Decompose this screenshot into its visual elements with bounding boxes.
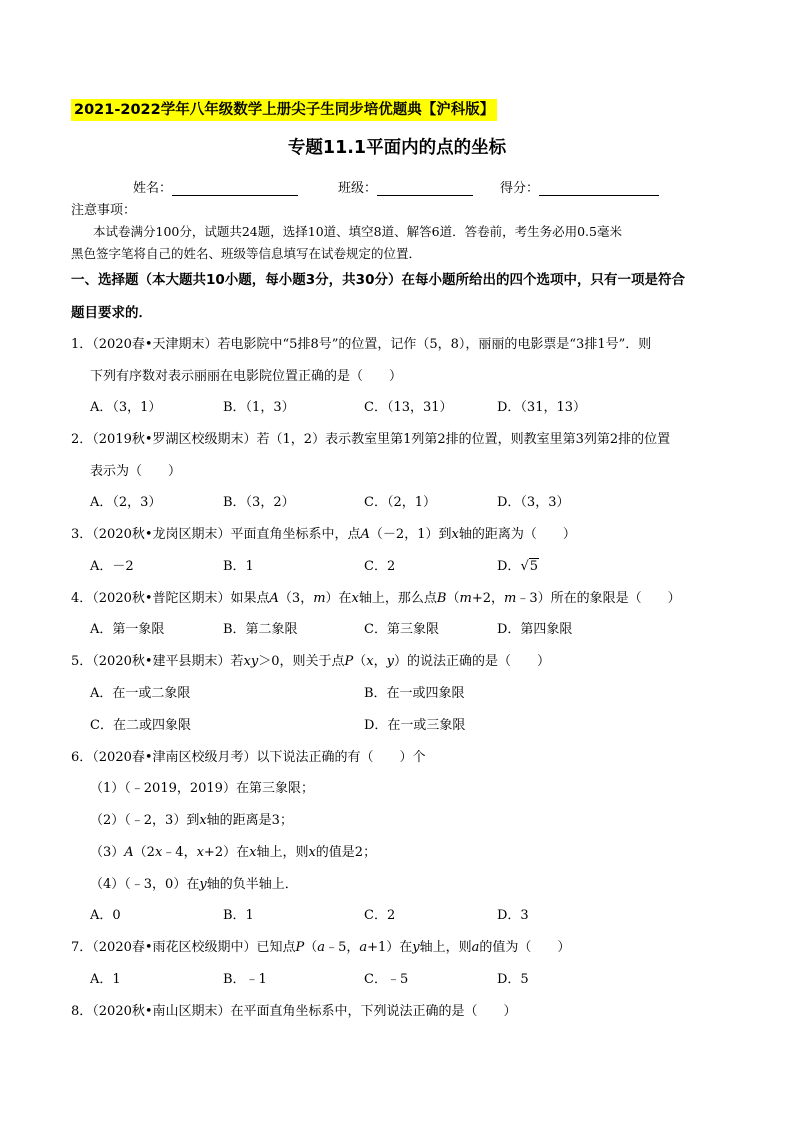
q1-option-b[interactable]: B．（1，3） — [223, 400, 295, 415]
name-label: 姓名： — [133, 181, 173, 196]
question-8-stem: 8．（2020秋•南山区期末）在平面直角坐标系中，下列说法正确的是（ ） — [71, 1004, 517, 1019]
q3-text-c: 轴的距离为（ ） — [458, 527, 576, 542]
q6-option-a[interactable]: A．0 — [90, 908, 121, 923]
q4-point-a: A — [269, 591, 279, 606]
notice-heading: 注意事项： — [71, 203, 137, 218]
name-blank[interactable] — [172, 181, 298, 196]
q6-statement-3 — [90, 843, 794, 863]
q6-s2-text-a: （2）（﹣2，3）到 — [90, 813, 200, 828]
q5-text-3: （ — [353, 654, 367, 669]
q4-point-b: B — [436, 591, 447, 606]
q4-text-1: 4．（2020秋•普陀区期末）如果点 — [71, 591, 270, 606]
q5-option-c[interactable]: C．在二或四象限 — [90, 718, 191, 733]
question-6-stem: 6．（2020春•津南区校级月考）以下说法正确的有（ ）个 — [71, 750, 426, 765]
student-info-row — [0, 177, 794, 195]
q7-text-2: （ — [304, 940, 318, 955]
page-title: 专题11.1平面内的点的坐标 — [287, 138, 507, 158]
q2-option-a[interactable]: A．（2，3） — [90, 495, 162, 510]
q6-option-b[interactable]: B．1 — [223, 908, 254, 923]
q6-s3-text-a: （3） — [90, 845, 125, 860]
sqrt-radicand: 5 — [529, 559, 539, 574]
question-7-stem — [71, 938, 794, 958]
q6-s3-var-x-2: x — [196, 845, 204, 860]
q2-option-d[interactable]: D．（3，3） — [497, 495, 570, 510]
q4-axis-x: x — [351, 591, 359, 606]
q5-text-5: ）的说法正确的是（ ） — [393, 654, 550, 669]
q6-s4-text-a: （4）（﹣3，0）在 — [90, 877, 200, 892]
q6-s2-text-b: 轴的距离是3； — [206, 813, 293, 828]
q3-option-c[interactable]: C．2 — [364, 559, 396, 574]
q2-option-b[interactable]: B．（3，2） — [223, 495, 295, 510]
q6-s3-text-e: 轴上，则 — [256, 845, 309, 860]
q7-var-a-2: a — [359, 940, 368, 955]
q4-option-c[interactable]: C．第三象限 — [364, 622, 439, 637]
score-label: 得分： — [500, 181, 540, 196]
q3-axis-x: x — [451, 527, 459, 542]
q6-s4-text-b: 轴的负半轴上． — [206, 877, 298, 892]
question-2-stem-line-1: 2．（2019秋•罗湖区校级期末）若（1，2）表示教室里第1列第2排的位置，则教室里第3列第2排的位置 — [71, 432, 671, 447]
q4-text-6: +2， — [471, 591, 504, 606]
banner-title: 2021-2022学年八年级数学上册尖子生同步培优题典【沪科版】 — [71, 99, 497, 121]
q6-option-c[interactable]: C．2 — [364, 908, 396, 923]
q4-var-m-3: m — [503, 591, 517, 606]
q7-option-c[interactable]: C．﹣5 — [364, 972, 409, 987]
q5-var-y: y — [386, 654, 394, 669]
question-4-stem — [71, 589, 794, 609]
question-1-stem-line-1: 1．（2020春•天津期末）若电影院中“5排8号”的位置，记作（5，8），丽丽的电影票是“3排1号”．则 — [71, 337, 652, 352]
q7-var-a-1: a — [317, 940, 326, 955]
q6-s3-text-d: +2）在 — [203, 845, 250, 860]
q5-text-1: 5．（2020秋•建平县期末）若 — [71, 654, 244, 669]
class-blank[interactable] — [377, 181, 473, 196]
question-1-options — [0, 398, 794, 418]
q6-s3-text-f: 的值是2； — [315, 845, 377, 860]
q5-option-d[interactable]: D．在一或三象限 — [364, 718, 466, 733]
q7-text-5: 轴上，则 — [419, 940, 472, 955]
q6-statement-1: （1）（﹣2019，2019）在第三象限； — [90, 781, 314, 796]
question-3-stem — [71, 525, 794, 545]
q4-option-d[interactable]: D．第四象限 — [497, 622, 573, 637]
q4-text-3: ）在 — [325, 591, 352, 606]
q7-var-a-3: a — [471, 940, 480, 955]
class-field[interactable] — [338, 177, 473, 196]
q6-statement-2 — [90, 811, 794, 831]
q3-text-b: （－2，1）到 — [369, 527, 452, 542]
question-6-options — [0, 906, 794, 926]
q4-option-b[interactable]: B．第二象限 — [223, 622, 298, 637]
question-7-options — [0, 970, 794, 990]
section-heading-line-2: 题目要求的． — [71, 305, 152, 321]
q1-option-c[interactable]: C．（13，31） — [364, 400, 453, 415]
q6-s2-axis-x: x — [199, 813, 207, 828]
q6-s3-text-c: ﹣4， — [162, 845, 197, 860]
q5-option-a[interactable]: A．在一或二象限 — [90, 686, 191, 701]
q3-option-d-label: D． — [497, 559, 521, 574]
q2-option-c[interactable]: C．（2，1） — [364, 495, 436, 510]
q5-var-x: x — [366, 654, 374, 669]
q4-text-5: （ — [446, 591, 460, 606]
q6-s3-axis-x: x — [249, 845, 257, 860]
q3-text-a: 3．（2020秋•龙岗区期末）平面直角坐标系中，点 — [71, 527, 361, 542]
q4-text-2: （3， — [278, 591, 314, 606]
question-5-stem — [71, 652, 794, 672]
q6-s3-var-x-1: x — [154, 845, 163, 860]
notice-line-2: 黑色签字笔将自己的姓名、班级等信息填写在试卷规定的位置． — [71, 246, 422, 261]
q6-s3-text-b: （2 — [133, 845, 155, 860]
score-field[interactable] — [500, 177, 659, 196]
question-2-options — [0, 493, 794, 513]
question-1-stem-line-2: 下列有序数对表示丽丽在电影院位置正确的是（ ） — [90, 369, 403, 384]
q4-option-a[interactable]: A．第一象限 — [90, 622, 165, 637]
q7-axis-y: y — [412, 940, 420, 955]
notice-line-1: 本试卷满分100分，试题共24题，选择10道、填空8道、解答6道．答卷前，考生务必用0.5毫米 — [93, 224, 622, 239]
section-heading-line-1: 一、选择题（本大题共10小题，每小题3分，共30分）在每小题所给出的四个选项中，只有一项是符合 — [71, 272, 685, 288]
q3-point-a: A — [360, 527, 370, 542]
q5-text-4: ， — [373, 654, 387, 669]
class-label: 班级： — [338, 181, 378, 196]
question-5-options-row-1 — [0, 684, 794, 704]
question-5-options-row-2 — [0, 716, 794, 736]
q7-text-6: 的值为（ ） — [479, 940, 571, 955]
q3-option-a[interactable]: A．－2 — [90, 559, 134, 574]
q7-option-a[interactable]: A．1 — [90, 972, 121, 987]
q4-var-m-2: m — [459, 591, 472, 606]
q5-var-xy: xy — [243, 654, 259, 669]
q5-point-p: P — [344, 654, 354, 669]
q7-text-3: ﹣5， — [325, 940, 360, 955]
q7-point-p: P — [295, 940, 305, 955]
q1-option-a[interactable]: A．（3，1） — [90, 400, 162, 415]
q6-s3-var-x-4: x — [308, 845, 316, 860]
question-2-stem-line-2: 表示为（ ） — [90, 464, 182, 479]
q5-option-b[interactable]: B．在一或四象限 — [364, 686, 465, 701]
q7-option-b[interactable]: B．﹣1 — [223, 972, 267, 987]
q3-option-d[interactable] — [497, 557, 539, 577]
q6-statement-4 — [90, 875, 794, 895]
q6-s3-point-a: A — [124, 845, 134, 860]
q7-text-4: +1）在 — [367, 940, 413, 955]
q6-option-d[interactable]: D．3 — [497, 908, 529, 923]
q7-text-1: 7．（2020春•雨花区校级期中）已知点 — [71, 940, 296, 955]
score-blank[interactable] — [539, 181, 659, 196]
sqrt-symbol: √5 — [520, 559, 539, 574]
name-field[interactable] — [133, 177, 298, 196]
q5-text-2: ＞0，则关于点 — [258, 654, 345, 669]
q6-s4-axis-y: y — [199, 877, 207, 892]
q4-text-4: 轴上，那么点 — [358, 591, 437, 606]
q4-text-7: ﹣3）所在的象限是（ ） — [516, 591, 681, 606]
q7-option-d[interactable]: D．5 — [497, 972, 529, 987]
q1-option-d[interactable]: D．（31，13） — [497, 400, 587, 415]
question-3-options — [0, 557, 794, 579]
q4-var-m-1: m — [313, 591, 326, 606]
question-4-options — [0, 620, 794, 640]
q3-option-b[interactable]: B．1 — [223, 559, 254, 574]
